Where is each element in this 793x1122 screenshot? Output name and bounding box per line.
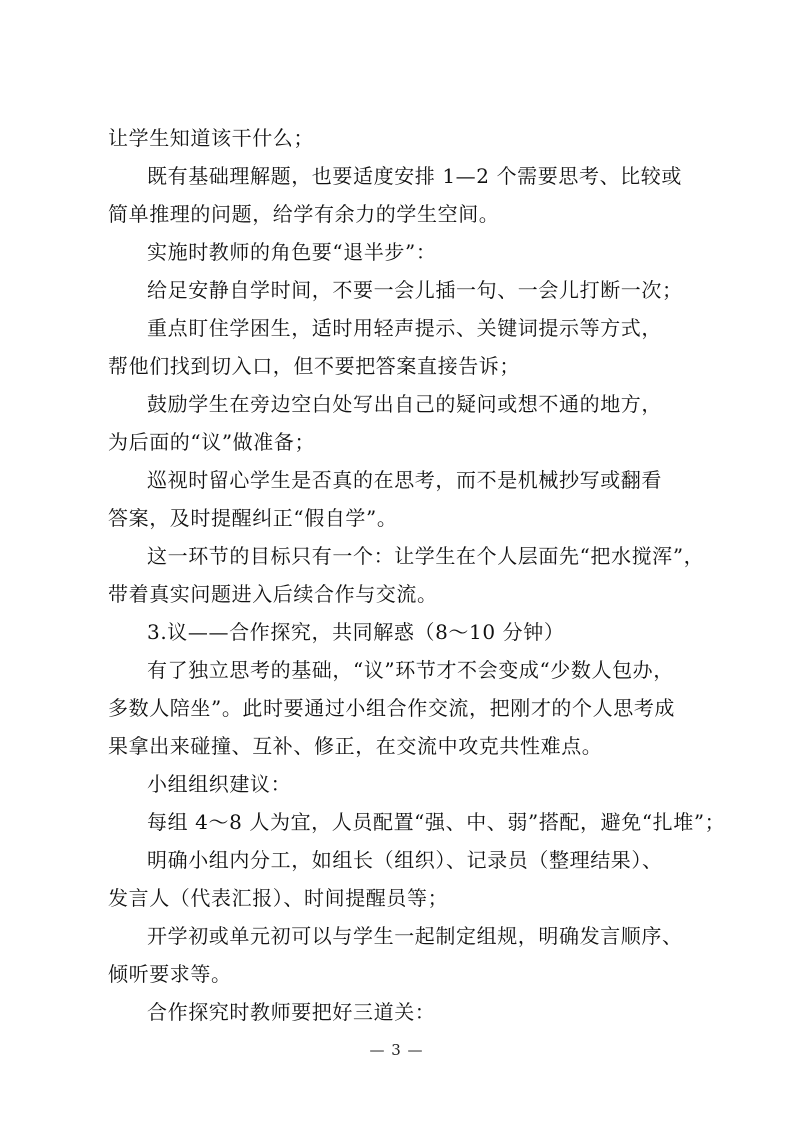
text-line: 为后面的“议”做准备； [108, 430, 316, 454]
text-line: 巡视时留心学生是否真的在思考，而不是机械抄写或翻看 [147, 468, 662, 492]
text-line: 果拿出来碰撞、互补、修正，在交流中攻克共性难点。 [108, 734, 603, 758]
text-line: 小组组织建议： [147, 772, 292, 796]
text-line: 答案，及时提醒纠正“假自学”。 [108, 506, 398, 530]
text-line: 给足安静自学时间，不要一会儿插一句、一会儿打断一次； [147, 278, 683, 302]
text-line: 带着真实问题进入后续合作与交流。 [108, 582, 438, 606]
text-line: 明确小组内分工，如组长（组织）、记录员（整理结果）、 [147, 848, 663, 872]
text-line: 让学生知道该干什么； [108, 126, 314, 150]
section-heading: 3.议——合作探究，共同解惑（8～10 分钟） [147, 620, 565, 644]
text-line: 这一环节的目标只有一个：让学生在个人层面先“把水搅浑”， [147, 544, 705, 568]
text-line: 简单推理的问题，给学有余力的学生空间。 [108, 202, 500, 226]
page-number: — 3 — [369, 1041, 424, 1059]
text-line: 多数人陪坐”。此时要通过小组合作交流，把刚才的个人思考成 [108, 696, 676, 720]
text-line: 合作探究时教师要把好三道关： [147, 1000, 436, 1024]
text-line: 帮他们找到切入口，但不要把答案直接告诉； [108, 354, 520, 378]
text-line: 重点盯住学困生，适时用轻声提示、关键词提示等方式， [147, 316, 662, 340]
text-line: 鼓励学生在旁边空白处写出自己的疑问或想不通的地方， [147, 392, 662, 416]
text-line: 开学初或单元初可以与学生一起制定组规，明确发言顺序、 [147, 924, 683, 948]
text-line: 实施时教师的角色要“退半步”： [147, 240, 437, 264]
text-line: 倾听要求等。 [108, 962, 232, 986]
text-line: 发言人（代表汇报）、时间提醒员等； [108, 886, 449, 910]
text-line: 既有基础理解题，也要适度安排 1—2 个需要思考、比较或 [147, 164, 682, 188]
text-line: 有了独立思考的基础，“议”环节才不会变成“少数人包办， [147, 658, 674, 682]
text-line: 每组 4～8 人为宜，人员配置“强、中、弱”搭配，避免“扎堆”； [147, 810, 726, 834]
